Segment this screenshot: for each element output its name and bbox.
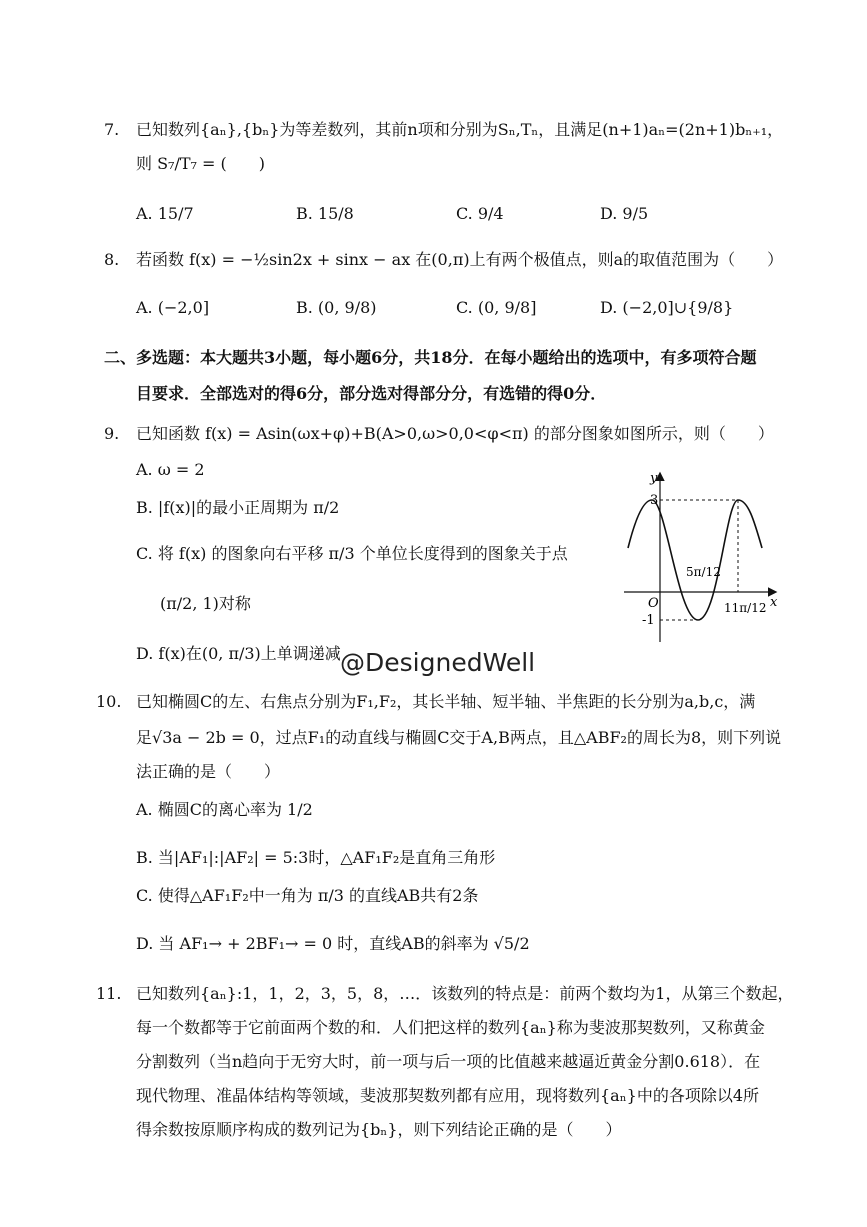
q7-option-d: D. 9/5 [600, 204, 649, 223]
q7-option-c: C. 9/4 [456, 204, 504, 223]
q10-option-d: D. 当 AF₁→ + 2BF₁→ = 0 时，直线AB的斜率为 √5/2 [136, 934, 530, 953]
q10-option-a: A. 椭圆C的离心率为 1/2 [136, 800, 313, 819]
q7-number: 7. [104, 120, 120, 139]
section2-heading-line2: 目要求．全部选对的得6分，部分选对得部分分，有选错的得0分． [136, 384, 607, 403]
q9-option-d: D. f(x)在(0, π/3)上单调递减 [136, 644, 341, 663]
y-max-label: 3 [650, 493, 659, 508]
q10-option-b: B. 当|AF₁|:|AF₂| = 5:3时，△AF₁F₂是直角三角形 [136, 848, 496, 867]
q7-stem-line2: 则 S₇/T₇ = ( ) [136, 154, 266, 173]
q8-option-c: C. (0, 9/8] [456, 298, 537, 317]
q8-option-d: D. (−2,0]∪{9/8} [600, 298, 734, 317]
q9-option-a: A. ω = 2 [136, 460, 205, 479]
section2-heading-line1: 二、多选题：本大题共3小题，每小题6分，共18分．在每小题给出的选项中，有多项符合题 [104, 348, 757, 367]
x-tick-11pi-12: 11π/12 [724, 601, 767, 615]
q10-number: 10. [96, 692, 122, 711]
q9-option-b: B. |f(x)|的最小正周期为 π/2 [136, 498, 340, 517]
q9-option-c-line2: (π/2, 1)对称 [160, 594, 251, 613]
q7-stem-line1: 已知数列{aₙ},{bₙ}为等差数列，其前n项和分别为Sₙ,Tₙ，且满足(n+1)aₙ=(2n+1)bₙ₊₁， [136, 120, 784, 139]
q11-stem-line5: 得余数按原顺序构成的数列记为{bₙ}，则下列结论正确的是（ ） [136, 1120, 622, 1139]
q9-stem: 已知函数 f(x) = Asin(ωx+φ)+B(A>0,ω>0,0<φ<π) 的部分图象如图所示，则（ ） [136, 424, 774, 443]
q10-stem-line1: 已知椭圆C的左、右焦点分别为F₁,F₂，其长半轴、短半轴、半焦距的长分别为a,b,c，满 [136, 692, 756, 711]
q10-stem-line2: 足√3a − 2b = 0，过点F₁的动直线与椭圆C交于A,B两点，且△ABF₂的周长为8，则下列说 [136, 728, 782, 747]
q8-option-a: A. (−2,0] [136, 298, 210, 317]
q11-stem-line1: 已知数列{aₙ}:1，1，2，3，5，8，…．该数列的特点是：前两个数均为1，从第三个数起， [136, 984, 794, 1003]
origin-label: O [648, 596, 659, 611]
q8-number: 8. [104, 250, 120, 269]
x-axis-label: x [770, 595, 778, 610]
y-min-label: -1 [642, 613, 655, 628]
q10-option-c: C. 使得△AF₁F₂中一角为 π/3 的直线AB共有2条 [136, 886, 479, 905]
q9-option-c-line1: C. 将 f(x) 的图象向右平移 π/3 个单位长度得到的图象关于点 [136, 544, 568, 563]
q7-option-a: A. 15/7 [136, 204, 194, 223]
q7-option-b: B. 15/8 [296, 204, 354, 223]
watermark-text: @DesignedWell [340, 648, 536, 677]
q8-stem: 若函数 f(x) = −½sin2x + sinx − ax 在(0,π)上有两个极值点，则a的取值范围为（ ） [136, 250, 784, 269]
q8-option-b: B. (0, 9/8) [296, 298, 377, 317]
q11-stem-line2: 每一个数都等于它前面两个数的和．人们把这样的数列{aₙ}称为斐波那契数列，又称黄金 [136, 1018, 765, 1037]
q9-number: 9. [104, 424, 120, 443]
q11-number: 11. [96, 984, 122, 1003]
y-axis-label: y [650, 471, 658, 486]
q11-stem-line4: 现代物理、准晶体结构等领域，斐波那契数列都有应用，现将数列{aₙ}中的各项除以4所 [136, 1086, 760, 1105]
q11-stem-line3: 分割数列（当n趋向于无穷大时，前一项与后一项的比值越来越逼近黄金分割0.618）．在 [136, 1052, 761, 1071]
x-tick-5pi-12: 5π/12 [686, 565, 721, 579]
q9-function-graph [620, 466, 780, 646]
q10-stem-line3: 法正确的是（ ） [136, 762, 281, 781]
